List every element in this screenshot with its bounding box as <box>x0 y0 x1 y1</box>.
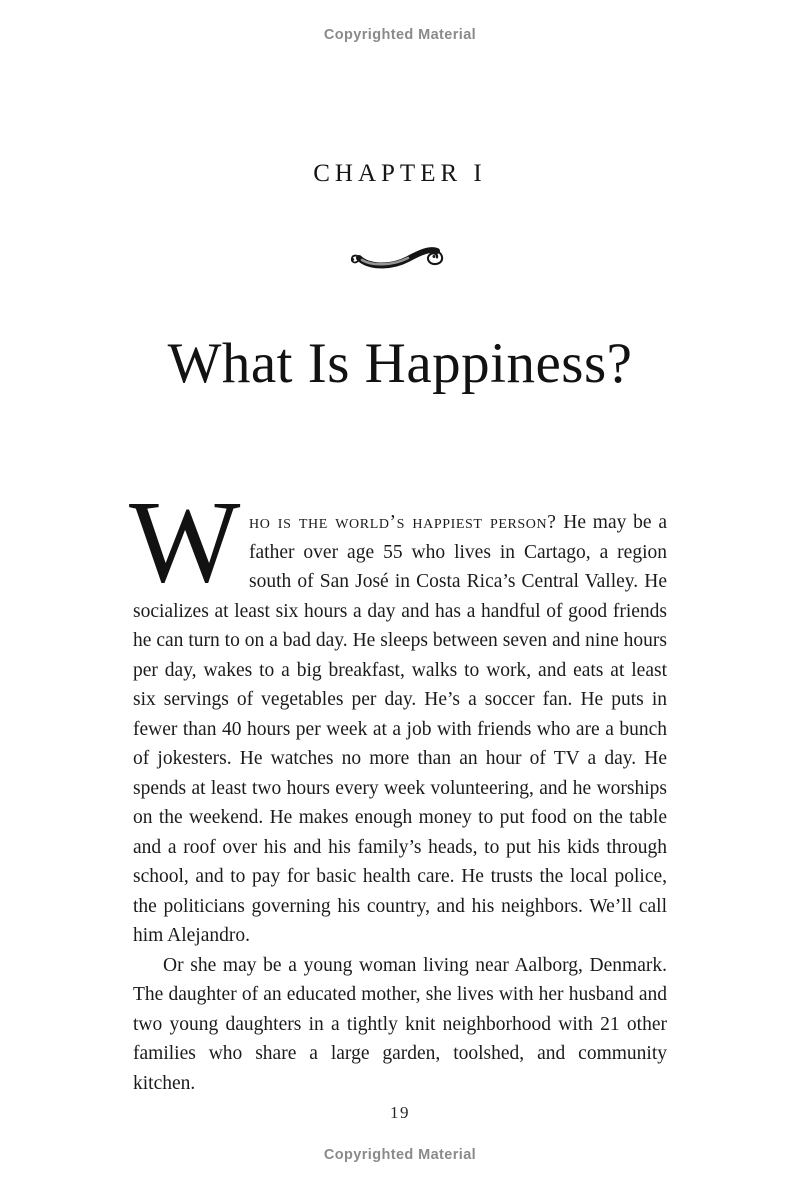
paragraph-opening-text: He may be a father over age 55 who lives in Cartago, a region south of San José in Costa Rica’s Central Valley. He socializes at least six hours a day and has a handful of good friends he can turn to on a bad day. He sleeps between seven and nine hours per day, wakes to a big breakfast, walks to work, and eats at least six servings of vegetables per day. He’s a soccer fan. He puts in fewer than 40 hours per week at a job with friends who are a bunch of jokesters. He watches no more than an hour of TV a day. He spends at least two hours every week volunteering, and he worships on the weekend. He makes enough money to put food on the table and a roof over his and his family’s heads, to put his kids through school, and to pay for basic health care. He trusts the local police, the politicians governing his country, and his neighbors. We’ll call him Alejandro. <box>133 512 667 946</box>
small-caps-lead: ho is the world’s happiest person? <box>249 512 557 533</box>
drop-cap <box>129 476 243 607</box>
swash-flourish-icon <box>348 268 452 285</box>
chapter-heading: CHAPTER I <box>313 160 487 187</box>
paragraph-opening <box>129 476 667 951</box>
body-text <box>129 476 667 1098</box>
drop-cap-letter: W <box>129 476 241 607</box>
copyright-notice-bottom: Copyrighted Material <box>323 1147 477 1163</box>
copyright-notice-top: Copyrighted Material <box>323 27 477 43</box>
page-title: What Is Happiness? <box>167 332 633 395</box>
page-number: 19 <box>390 1103 410 1122</box>
paragraph-second: Or she may be a young woman living near Aalborg, Denmark. The daughter of an educated mother, she lives with her husband and two young daughters in a tightly knit neighborhood with 21 other families who share a large garden, toolshed, and community kitchen. <box>133 954 667 1094</box>
chapter-ornament <box>0 233 800 283</box>
